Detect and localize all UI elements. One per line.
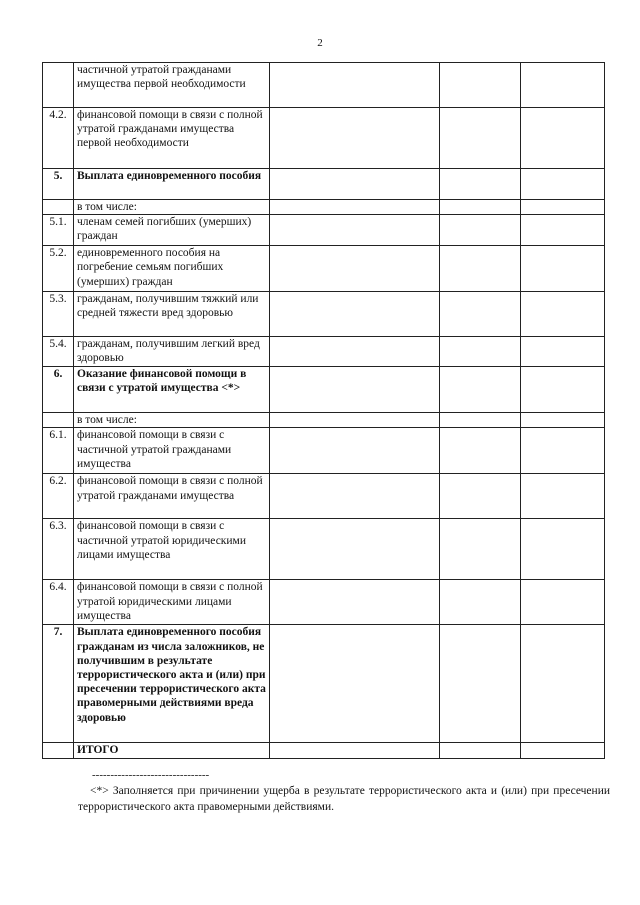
row-label: Выплата единовременного пособия xyxy=(74,169,270,200)
value-cell xyxy=(521,200,605,215)
value-cell xyxy=(521,215,605,246)
row-number: 6.3. xyxy=(43,519,74,580)
value-cell xyxy=(521,743,605,758)
value-cell xyxy=(440,246,521,292)
table-row xyxy=(43,428,605,474)
table-row xyxy=(43,246,605,292)
value-cell xyxy=(521,337,605,367)
row-label: в том числе: xyxy=(74,200,270,215)
value-cell xyxy=(440,367,521,413)
value-cell xyxy=(270,519,440,580)
table-row xyxy=(43,169,605,200)
value-cell xyxy=(440,337,521,367)
row-number: 5. xyxy=(43,169,74,200)
value-cell xyxy=(440,580,521,625)
table-row xyxy=(43,625,605,743)
row-label: гражданам, получившим тяжкий или средней тяжести вред здоровью xyxy=(74,292,270,337)
value-cell xyxy=(521,580,605,625)
value-cell xyxy=(270,215,440,246)
value-cell xyxy=(440,215,521,246)
value-cell xyxy=(270,580,440,625)
row-label: частичной утратой гражданами имущества первой необходимости xyxy=(74,63,270,108)
value-cell xyxy=(521,413,605,428)
row-number xyxy=(43,413,74,428)
value-cell xyxy=(270,169,440,200)
table-row xyxy=(43,580,605,625)
value-cell xyxy=(440,200,521,215)
row-label: финансовой помощи в связи с полной утратой юридическими лицами имущества xyxy=(74,580,270,625)
row-number xyxy=(43,200,74,215)
value-cell xyxy=(440,413,521,428)
row-label: гражданам, получившим легкий вред здоровью xyxy=(74,337,270,367)
row-label: членам семей погибших (умерших) граждан xyxy=(74,215,270,246)
row-number: 4.2. xyxy=(43,108,74,169)
value-cell xyxy=(521,169,605,200)
table-row xyxy=(43,215,605,246)
value-cell xyxy=(521,246,605,292)
row-number xyxy=(43,63,74,108)
row-label: единовременного пособия на погребение семьям погибших (умерших) граждан xyxy=(74,246,270,292)
row-label: Выплата единовременного пособия гражданам из числа заложников, не получившим в результате террористического акта и (или) при пресечении террористического акта правомерными действиями вреда здоровью xyxy=(74,625,270,743)
value-cell xyxy=(440,63,521,108)
value-cell xyxy=(440,519,521,580)
table-row xyxy=(43,337,605,367)
row-label: в том числе: xyxy=(74,413,270,428)
table-row xyxy=(43,63,605,108)
value-cell xyxy=(270,292,440,337)
value-cell xyxy=(521,474,605,519)
value-cell xyxy=(521,63,605,108)
table-row xyxy=(43,474,605,519)
value-cell xyxy=(440,474,521,519)
table-row xyxy=(43,413,605,428)
row-number: 7. xyxy=(43,625,74,743)
footnote-text: <*> Заполняется при причинении ущерба в результате террористического акта и (или) при пресечении террористического акта правомерными действиями. xyxy=(78,785,610,813)
total-row xyxy=(43,743,605,758)
row-number: 5.3. xyxy=(43,292,74,337)
value-cell xyxy=(270,625,440,743)
value-cell xyxy=(440,292,521,337)
row-number: 5.4. xyxy=(43,337,74,367)
value-cell xyxy=(270,63,440,108)
row-label: финансовой помощи в связи с полной утратой гражданами имущества первой необходимости xyxy=(74,108,270,169)
value-cell xyxy=(270,428,440,474)
page-number: 2 xyxy=(317,37,323,49)
value-cell xyxy=(440,625,521,743)
value-cell xyxy=(270,337,440,367)
value-cell xyxy=(270,743,440,758)
row-number: 6.1. xyxy=(43,428,74,474)
value-cell xyxy=(440,428,521,474)
footnote-separator: -------------------------------- xyxy=(92,769,210,781)
table-row xyxy=(43,519,605,580)
table-row xyxy=(43,108,605,169)
row-number: 6. xyxy=(43,367,74,413)
value-cell xyxy=(270,367,440,413)
row-label: финансовой помощи в связи с полной утратой гражданами имущества xyxy=(74,474,270,519)
value-cell xyxy=(270,474,440,519)
row-label: финансовой помощи в связи с частичной утратой гражданами имущества xyxy=(74,428,270,474)
row-label: финансовой помощи в связи с частичной утратой юридическими лицами имущества xyxy=(74,519,270,580)
value-cell xyxy=(521,625,605,743)
table-row xyxy=(43,200,605,215)
value-cell xyxy=(521,108,605,169)
value-cell xyxy=(440,108,521,169)
value-cell xyxy=(440,169,521,200)
value-cell xyxy=(270,413,440,428)
row-number: 6.2. xyxy=(43,474,74,519)
form-table-body xyxy=(43,63,605,759)
value-cell xyxy=(521,519,605,580)
value-cell xyxy=(270,108,440,169)
row-number: 5.1. xyxy=(43,215,74,246)
row-number xyxy=(43,743,74,758)
value-cell xyxy=(521,292,605,337)
total-label: ИТОГО xyxy=(74,743,270,758)
table-row xyxy=(43,367,605,413)
value-cell xyxy=(521,367,605,413)
value-cell xyxy=(440,743,521,758)
row-label: Оказание финансовой помощи в связи с утратой имущества <*> xyxy=(74,367,270,413)
value-cell xyxy=(270,246,440,292)
value-cell xyxy=(521,428,605,474)
table-row xyxy=(43,292,605,337)
form-table xyxy=(42,62,605,759)
value-cell xyxy=(270,200,440,215)
row-number: 6.4. xyxy=(43,580,74,625)
row-number: 5.2. xyxy=(43,246,74,292)
